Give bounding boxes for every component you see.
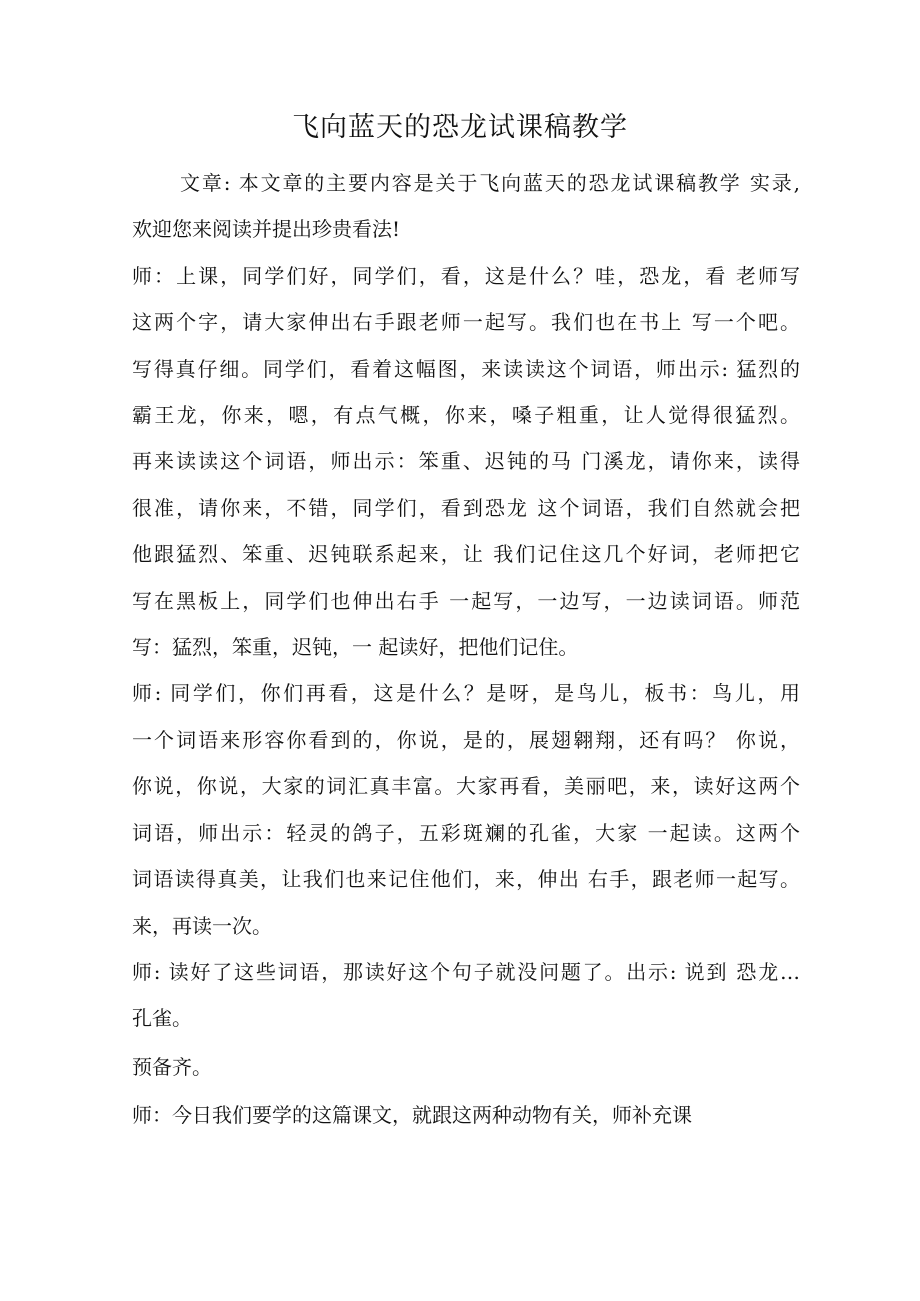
lesson-paragraph-3 xyxy=(132,949,800,1042)
document-body xyxy=(132,160,800,1139)
paragraph-line: 欢迎您来阅读并提出珍贵看法! xyxy=(132,217,401,242)
paragraph-line: 师：上课，同学们好，同学们，看，这是什么？哇，恐龙，看 老师写 xyxy=(132,263,800,288)
paragraph-line: 词语，师出示：轻灵的鸽子，五彩斑斓的孔雀，大家 一起读。这两个 xyxy=(132,820,800,845)
lesson-paragraph-2 xyxy=(132,670,800,948)
paragraph-line: 霸王龙，你来，嗯，有点气概，你来，嗓子粗重，让人觉得很猛烈。 xyxy=(132,403,800,428)
paragraph-line: 师: 同学们，你们再看，这是什么？是呀，是鸟儿，板书：鸟儿，用 xyxy=(132,681,800,706)
paragraph-line: 再来读读这个词语，师出示：笨重、迟钝的马 门溪龙，请你来，读得 xyxy=(132,449,800,474)
paragraph-line: 写：猛烈，笨重，迟钝，一 起读好，把他们记住。 xyxy=(132,635,579,660)
paragraph-line: 你说，你说，大家的词汇真丰富。大家再看，美丽吧，来，读好这两个 xyxy=(132,774,800,799)
paragraph-line: 这两个字，请大家伸出右手跟老师一起写。我们也在书上 写一个吧。 xyxy=(132,310,800,335)
paragraph-line: 文章: 本文章的主要内容是关于飞向蓝天的恐龙试课稿教学 实录, xyxy=(180,171,800,195)
paragraph-line: 一个词语来形容你看到的，你说，是的，展翅翱翔，还有吗？ 你说， xyxy=(132,727,800,752)
paragraph-line: 写在黑板上，同学们也伸出右手 一起写，一边写，一边读词语。师范 xyxy=(132,588,800,613)
paragraph-line: 师: 读好了这些词语，那读好这个句子就没问题了。出示: 说到 恐龙… xyxy=(132,959,800,984)
lesson-paragraph-1 xyxy=(132,253,800,671)
paragraph-line: 写得真仔细。同学们，看着这幅图，来读读这个词语，师出示: 猛烈的 xyxy=(132,356,800,381)
paragraph-line: 师：今日我们要学的这篇课文，就跟这两种动物有关，师补充课 xyxy=(132,1103,692,1128)
paragraph-line: 他跟猛烈、笨重、迟钝联系起来，让 我们记住这几个好词，老师把它 xyxy=(132,542,800,567)
paragraph-line: 词语读得真美，让我们也来记住他们，来，伸出 右手，跟老师一起写。 xyxy=(132,867,800,892)
intro-paragraph xyxy=(132,160,800,253)
paragraph-line: 预备齐。 xyxy=(132,1054,212,1079)
paragraph-line: 孔雀。 xyxy=(132,1006,192,1031)
paragraph-line: 来，再读一次。 xyxy=(132,913,272,938)
document-title: 飞向蓝天的恐龙试课稿教学 xyxy=(292,112,628,143)
lesson-paragraph-4 xyxy=(132,1044,800,1090)
paragraph-line: 很准，请你来，不错，同学们，看到恐龙 这个词语，我们自然就会把 xyxy=(132,495,800,520)
lesson-paragraph-5 xyxy=(132,1092,800,1138)
